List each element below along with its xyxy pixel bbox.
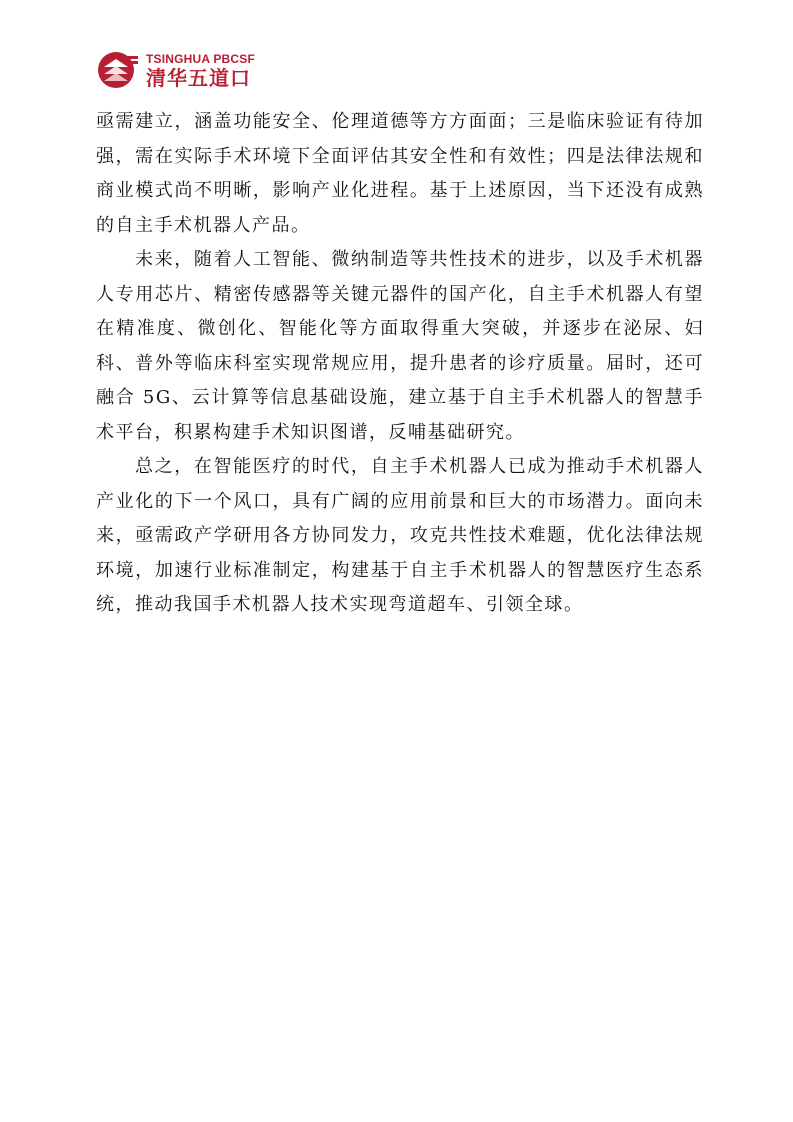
body-paragraph-1: 亟需建立，涵盖功能安全、伦理道德等方方面面；三是临床验证有待加强，需在实际手术环境下全面评估其安全性和有效性；四是法律法规和商业模式尚不明晰，影响产业化进程。基于上述原因，当下还没有成熟的自主手术机器人产品。	[96, 111, 704, 236]
logo-wordmark	[146, 53, 255, 88]
page-header	[96, 48, 255, 92]
logo-english-name: TSINGHUA PBCSF	[146, 51, 256, 66]
body-paragraph-2: 未来，随着人工智能、微纳制造等共性技术的进步，以及手术机器人专用芯片、精密传感器等关键元器件的国产化，自主手术机器人有望在精准度、微创化、智能化等方面取得重大突破，并逐步在泌尿、妇科、普外等临床科室实现常规应用，提升患者的诊疗质量。届时，还可融合 5G、云计算等信息基础设施，建立基于自主手术机器人的智慧手术平台，积累构建手术知识图谱，反哺基础研究。	[96, 249, 704, 443]
logo-chinese-name: 清华五道口	[146, 65, 251, 90]
document-body	[96, 105, 704, 623]
tsinghua-pbcsf-logo-icon	[96, 50, 140, 90]
body-paragraph-3: 总之，在智能医疗的时代，自主手术机器人已成为推动手术机器人产业化的下一个风口，具有广阔的应用前景和巨大的市场潜力。面向未来，亟需政产学研用各方协同发力，攻克共性技术难题，优化法律法规环境，加速行业标准制定，构建基于自主手术机器人的智慧医疗生态系统，推动我国手术机器人技术实现弯道超车、引领全球。	[96, 456, 704, 615]
